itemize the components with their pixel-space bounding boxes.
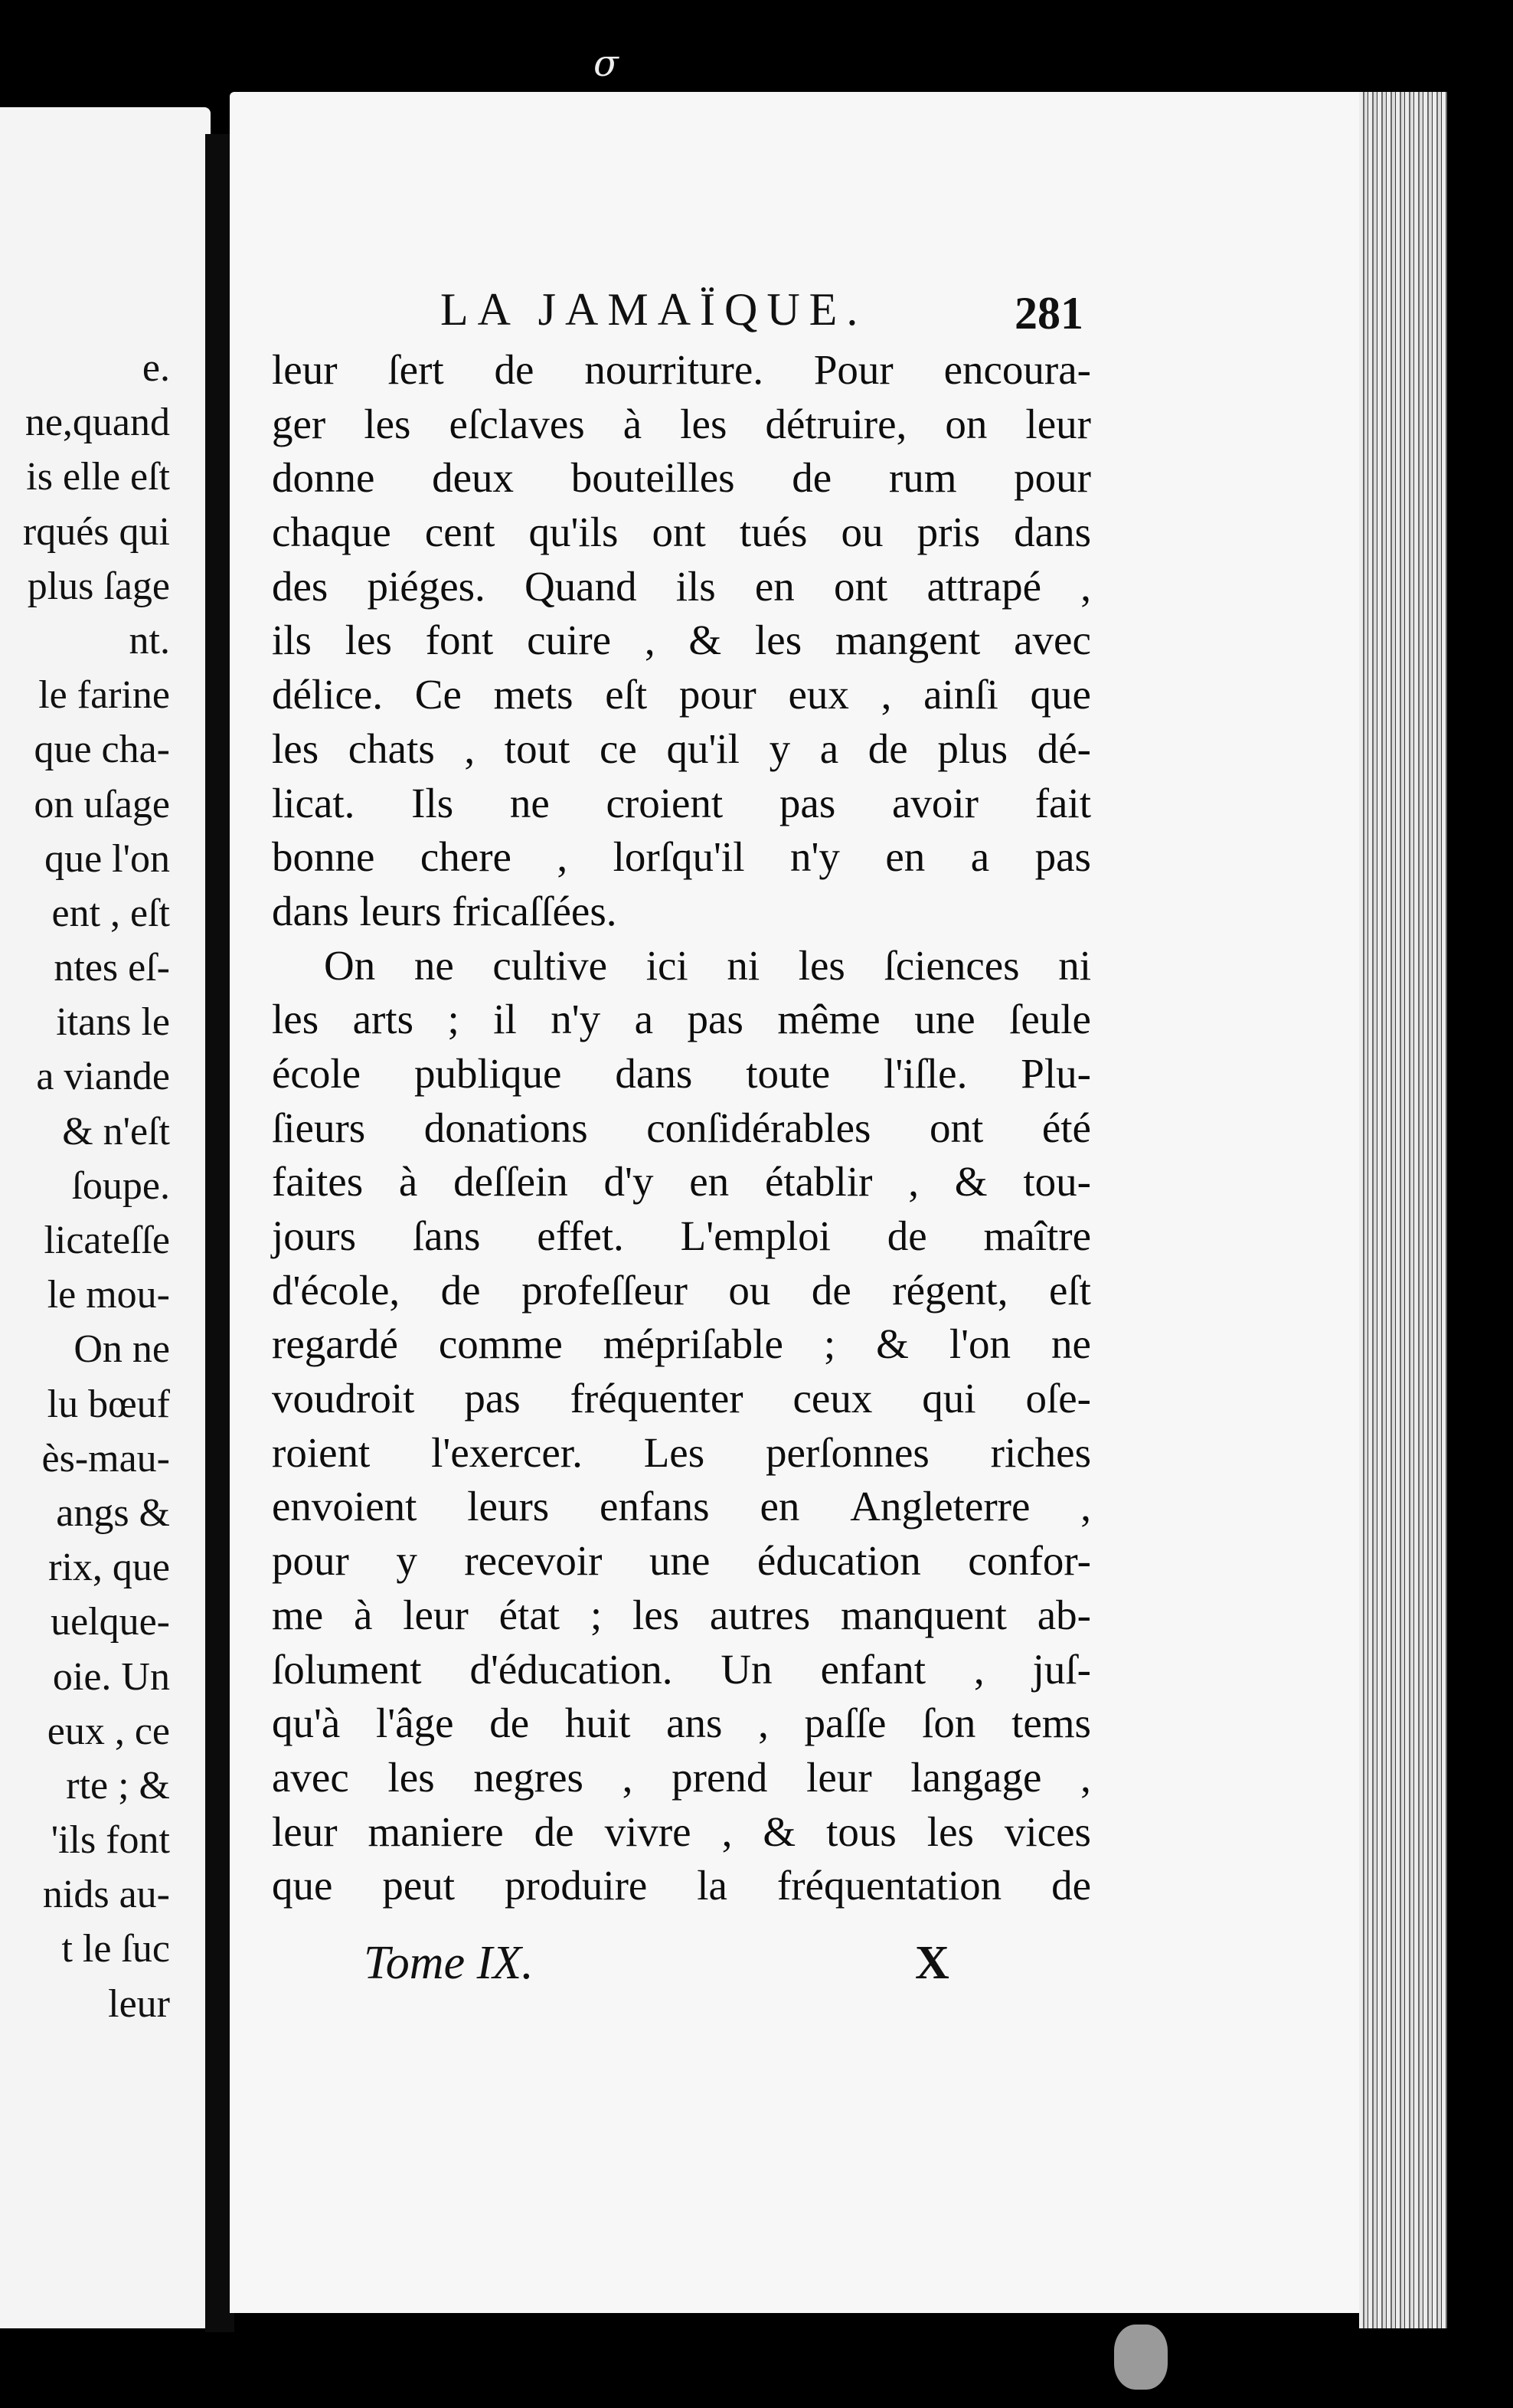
left-page-line: ſoupe. xyxy=(71,1163,170,1208)
text-line: leur maniere de vivre , & tous les vices xyxy=(272,1808,1091,1855)
text-line: leur ſert de nourriture. Pour encoura- xyxy=(272,346,1091,393)
left-page-line: ne,quand xyxy=(25,401,170,445)
running-head: LA JAMAÏQUE. xyxy=(440,284,868,335)
paper-speck xyxy=(1114,2325,1168,2390)
text-line: envoient leurs enfans en Angleterre , xyxy=(272,1483,1091,1530)
left-page-line: rqués qui xyxy=(22,509,170,554)
left-page-line: que l'on xyxy=(44,836,170,881)
left-page-line: nids au- xyxy=(42,1873,170,1917)
text-line: des piéges. Quand ils en ont attrapé , xyxy=(272,562,1091,610)
text-line: roient l'exercer. Les perſonnes riches xyxy=(272,1428,1091,1476)
left-page-line: nt. xyxy=(129,618,170,663)
text-line: école publique dans toute l'iſle. Plu- xyxy=(272,1049,1091,1097)
left-page-line: 'ils font xyxy=(51,1818,170,1863)
text-line: ſolument d'éducation. Un enfant , juſ- xyxy=(272,1645,1091,1693)
page-edges xyxy=(1359,92,1447,2328)
left-page-line: licateſſe xyxy=(44,1219,170,1262)
left-page-line: ntes eſ- xyxy=(54,946,170,990)
left-page-line: plus ſage xyxy=(27,564,170,608)
left-page-line: leur xyxy=(108,1981,170,2026)
text-line: bonne chere , lorſqu'il n'y en a pas xyxy=(272,833,1091,881)
text-line: faites à deſſein d'y en établir , & tou- xyxy=(272,1158,1091,1206)
left-page-line: lu bœuf xyxy=(47,1382,170,1426)
stray-mark: σ xyxy=(593,42,619,85)
text-line: voudroit pas fréquenter ceux qui oſe- xyxy=(272,1375,1091,1422)
left-page-line: uelque- xyxy=(51,1600,170,1644)
body-text xyxy=(272,343,1091,1913)
text-line: que peut produire la fréquentation de xyxy=(272,1862,1091,1909)
left-page-line: eux , ce xyxy=(47,1709,170,1753)
left-page-line: le farine xyxy=(38,673,170,718)
text-line: délice. Ce mets eſt pour eux , ainſi que xyxy=(272,671,1091,718)
text-line: qu'à l'âge de huit ans , paſſe ſon tems xyxy=(272,1700,1091,1747)
text-line: me à leur état ; les autres manquent ab- xyxy=(272,1591,1091,1638)
text-line: avec les negres , prend leur langage , xyxy=(272,1753,1091,1801)
left-page-line: rix, que xyxy=(48,1546,170,1590)
catchword: X xyxy=(915,1937,949,1989)
text-line: donne deux bouteilles de rum pour xyxy=(272,454,1091,502)
signature-mark: Tome IX. xyxy=(364,1937,534,1989)
text-line: les chats , tout ce qu'il y a de plus dé- xyxy=(272,725,1091,772)
left-page-line: le mou- xyxy=(47,1273,170,1317)
text-line: ger les eſclaves à les détruire, on leur xyxy=(272,400,1091,447)
text-line: pour y recevoir une éducation confor- xyxy=(272,1537,1091,1585)
left-page-line: angs & xyxy=(56,1490,170,1535)
text-line: ils les font cuire , & les mangent avec xyxy=(272,617,1091,664)
left-page-line: ès-mau- xyxy=(41,1436,170,1480)
text-line: les arts ; il n'y a pas même une ſeule xyxy=(272,996,1091,1043)
page-number: 281 xyxy=(1015,288,1083,339)
left-page-line: t le ſuc xyxy=(61,1927,170,1971)
text-line: chaque cent qu'ils ont tués ou pris dans xyxy=(272,509,1091,556)
left-page-text xyxy=(0,341,170,2031)
text-line: d'école, de profeſſeur ou de régent, eſt xyxy=(272,1266,1091,1314)
text-line: jours ſans effet. L'emploi de maître xyxy=(272,1212,1091,1259)
left-page-line: e. xyxy=(142,346,170,390)
text-line: ſieurs donations conſidérables ont été xyxy=(272,1104,1091,1151)
left-page-line: a viande xyxy=(36,1055,170,1099)
left-page xyxy=(0,107,211,2328)
left-page-line: oie. Un xyxy=(52,1654,170,1699)
text-line: regardé comme mépriſable ; & l'on ne xyxy=(272,1320,1091,1368)
left-page-line: ent , eſt xyxy=(51,891,170,935)
left-page-line: itans le xyxy=(56,1000,170,1045)
left-page-line: on uſage xyxy=(34,782,170,826)
text-line: dans leurs fricaſſées. xyxy=(272,887,617,934)
left-page-line: rte ; & xyxy=(66,1763,170,1808)
text-line: On ne cultive ici ni les ſciences ni xyxy=(324,941,1091,989)
left-page-line: & n'eſt xyxy=(62,1109,170,1153)
left-page-line: is elle eſt xyxy=(26,455,170,499)
left-page-line: que cha- xyxy=(34,728,170,772)
text-line: licat. Ils ne croient pas avoir fait xyxy=(272,779,1091,826)
left-page-line: On ne xyxy=(74,1327,170,1372)
